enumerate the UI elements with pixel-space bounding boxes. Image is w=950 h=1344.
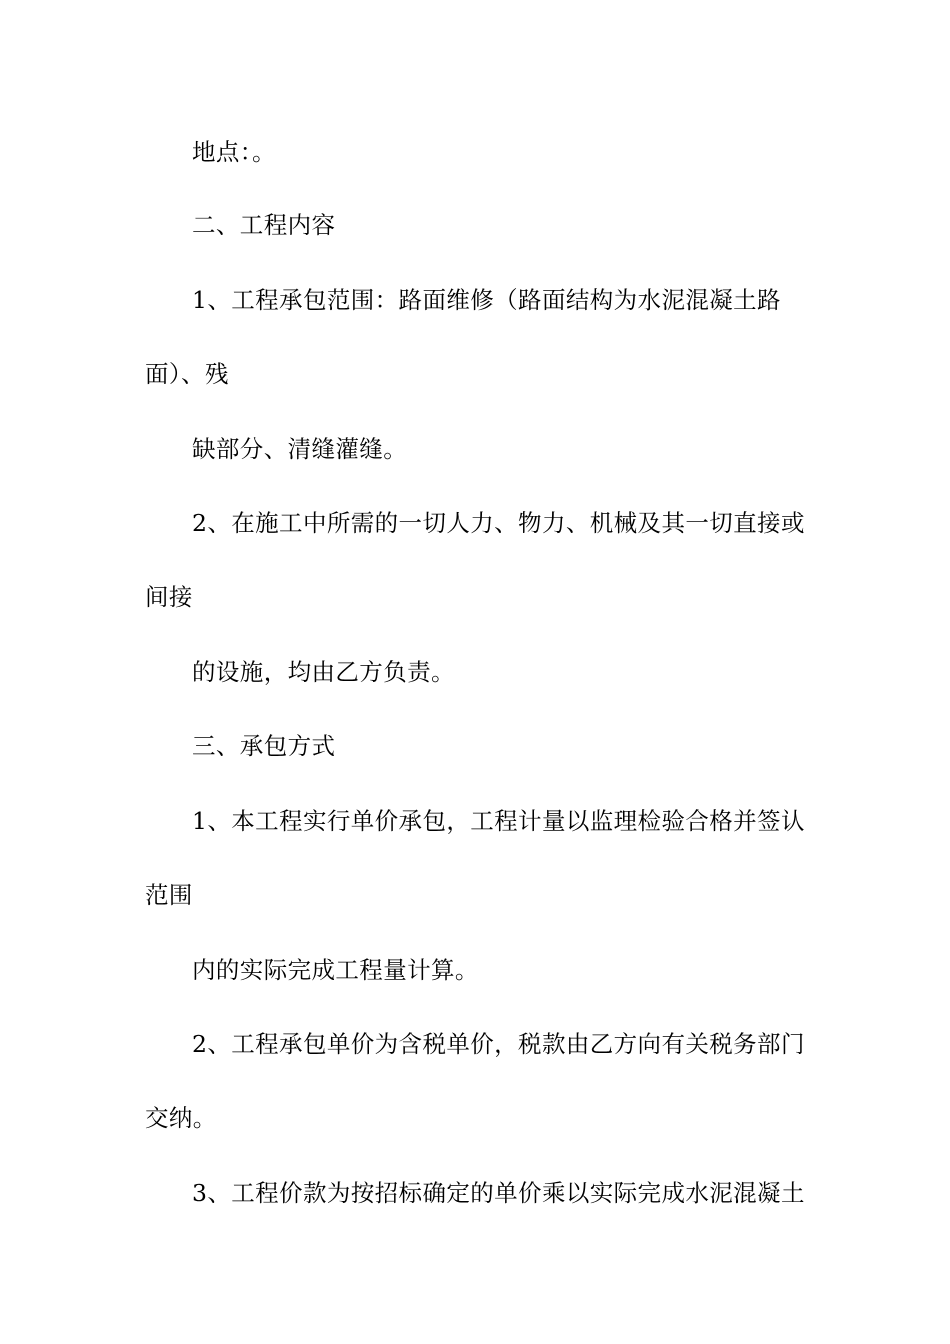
section-heading-project-content: 二、工程内容 <box>192 211 336 239</box>
clause-scope-line-2: 面）、残 <box>145 360 229 388</box>
clause-resources-line-3: 的设施，均由乙方负责。 <box>192 658 455 686</box>
clause-payment-line-1: 3、工程价款为按招标确定的单价乘以实际完成水泥混凝土 <box>192 1179 805 1207</box>
clause-unit-price-line-3: 内的实际完成工程量计算。 <box>192 956 479 984</box>
clause-unit-price-line-1: 1、本工程实行单价承包，工程计量以监理检验合格并签认 <box>192 807 805 835</box>
clause-scope-line-1: 1、工程承包范围：路面维修（路面结构为水泥混凝土路 <box>192 286 781 314</box>
location-line: 地点：。 <box>192 138 276 166</box>
clause-unit-price-line-2: 范围 <box>145 881 193 909</box>
clause-resources-line-1: 2、在施工中所需的一切人力、物力、机械及其一切直接或 <box>192 509 805 537</box>
clause-resources-line-2: 间接 <box>145 583 193 611</box>
section-heading-contract-method: 三、承包方式 <box>192 732 336 760</box>
clause-tax-line-1: 2、工程承包单价为含税单价，税款由乙方向有关税务部门 <box>192 1030 805 1058</box>
clause-scope-line-3: 缺部分、清缝灌缝。 <box>192 435 408 463</box>
clause-tax-line-2: 交纳。 <box>145 1104 217 1132</box>
